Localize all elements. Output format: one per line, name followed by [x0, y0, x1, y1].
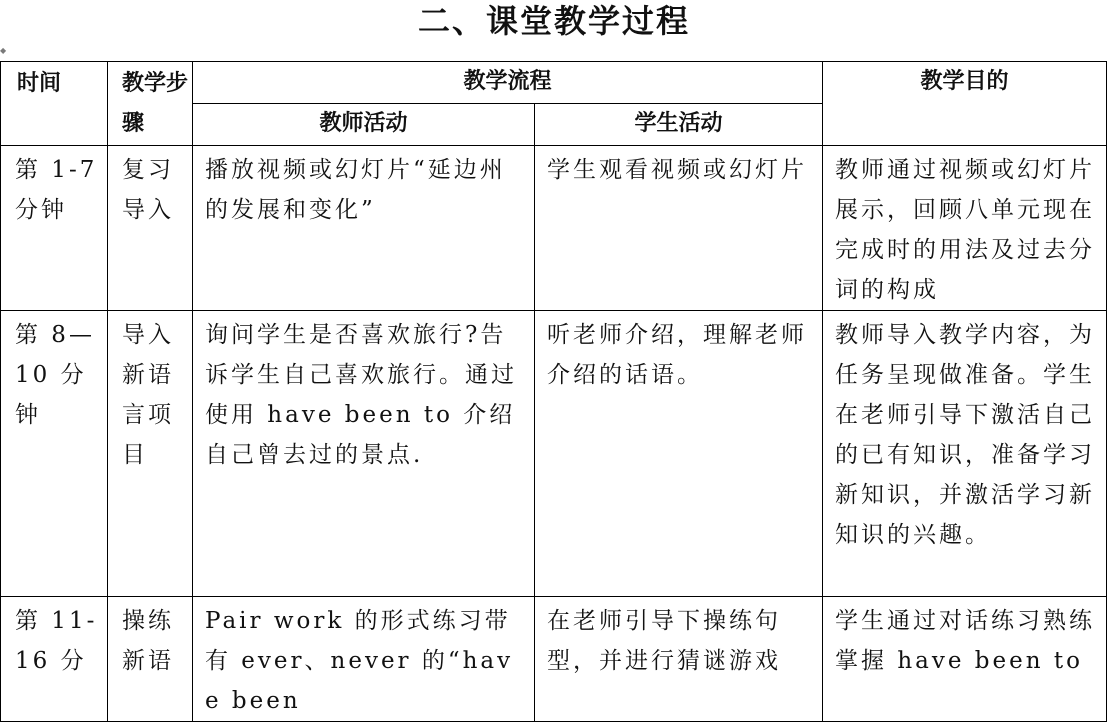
row-step: 复习导入 [108, 146, 193, 311]
page-title: 二、课堂教学过程 [417, 2, 690, 40]
row-step: 导入新语言项目 [108, 311, 193, 597]
header-step: 教学步骤 [108, 62, 193, 146]
table-row [1, 311, 1107, 597]
corner-mark: ◆ [0, 46, 7, 55]
lesson-process-table [0, 61, 1107, 722]
table-header-row [1, 62, 1107, 104]
table-row [1, 597, 1107, 722]
row-goal: 学生通过对话练习熟练掌握 have been to [823, 597, 1107, 722]
table-row [1, 146, 1107, 311]
row-teacher-activity: 询问学生是否喜欢旅行?告诉学生自己喜欢旅行。通过使用 have been to 介绍自己曾去过的景点. [193, 311, 535, 597]
row-student-activity: 学生观看视频或幻灯片 [535, 146, 823, 311]
header-flow: 教学流程 [193, 62, 823, 104]
header-teacher-activity: 教师活动 [193, 104, 535, 146]
row-step: 操练新语 [108, 597, 193, 722]
header-time: 时间 [1, 62, 108, 146]
header-student-activity: 学生活动 [535, 104, 823, 146]
row-goal: 教师通过视频或幻灯片展示，回顾八单元现在完成时的用法及过去分词的构成 [823, 146, 1107, 311]
row-time: 第 1-7 分钟 [1, 146, 108, 311]
header-goal: 教学目的 [823, 62, 1107, 146]
row-time: 第 11-16 分 [1, 597, 108, 722]
row-goal: 教师导入教学内容，为任务呈现做准备。学生在老师引导下激活自己的已有知识，准备学习新知识，并激活学习新知识的兴趣。 [823, 311, 1107, 597]
row-student-activity: 听老师介绍，理解老师介绍的话语。 [535, 311, 823, 597]
row-teacher-activity: 播放视频或幻灯片“延边州的发展和变化” [193, 146, 535, 311]
row-time: 第 8—10 分钟 [1, 311, 108, 597]
row-student-activity: 在老师引导下操练句型，并进行猜谜游戏 [535, 597, 823, 722]
row-teacher-activity: Pair work 的形式练习带有 ever、never 的“have been [193, 597, 535, 722]
